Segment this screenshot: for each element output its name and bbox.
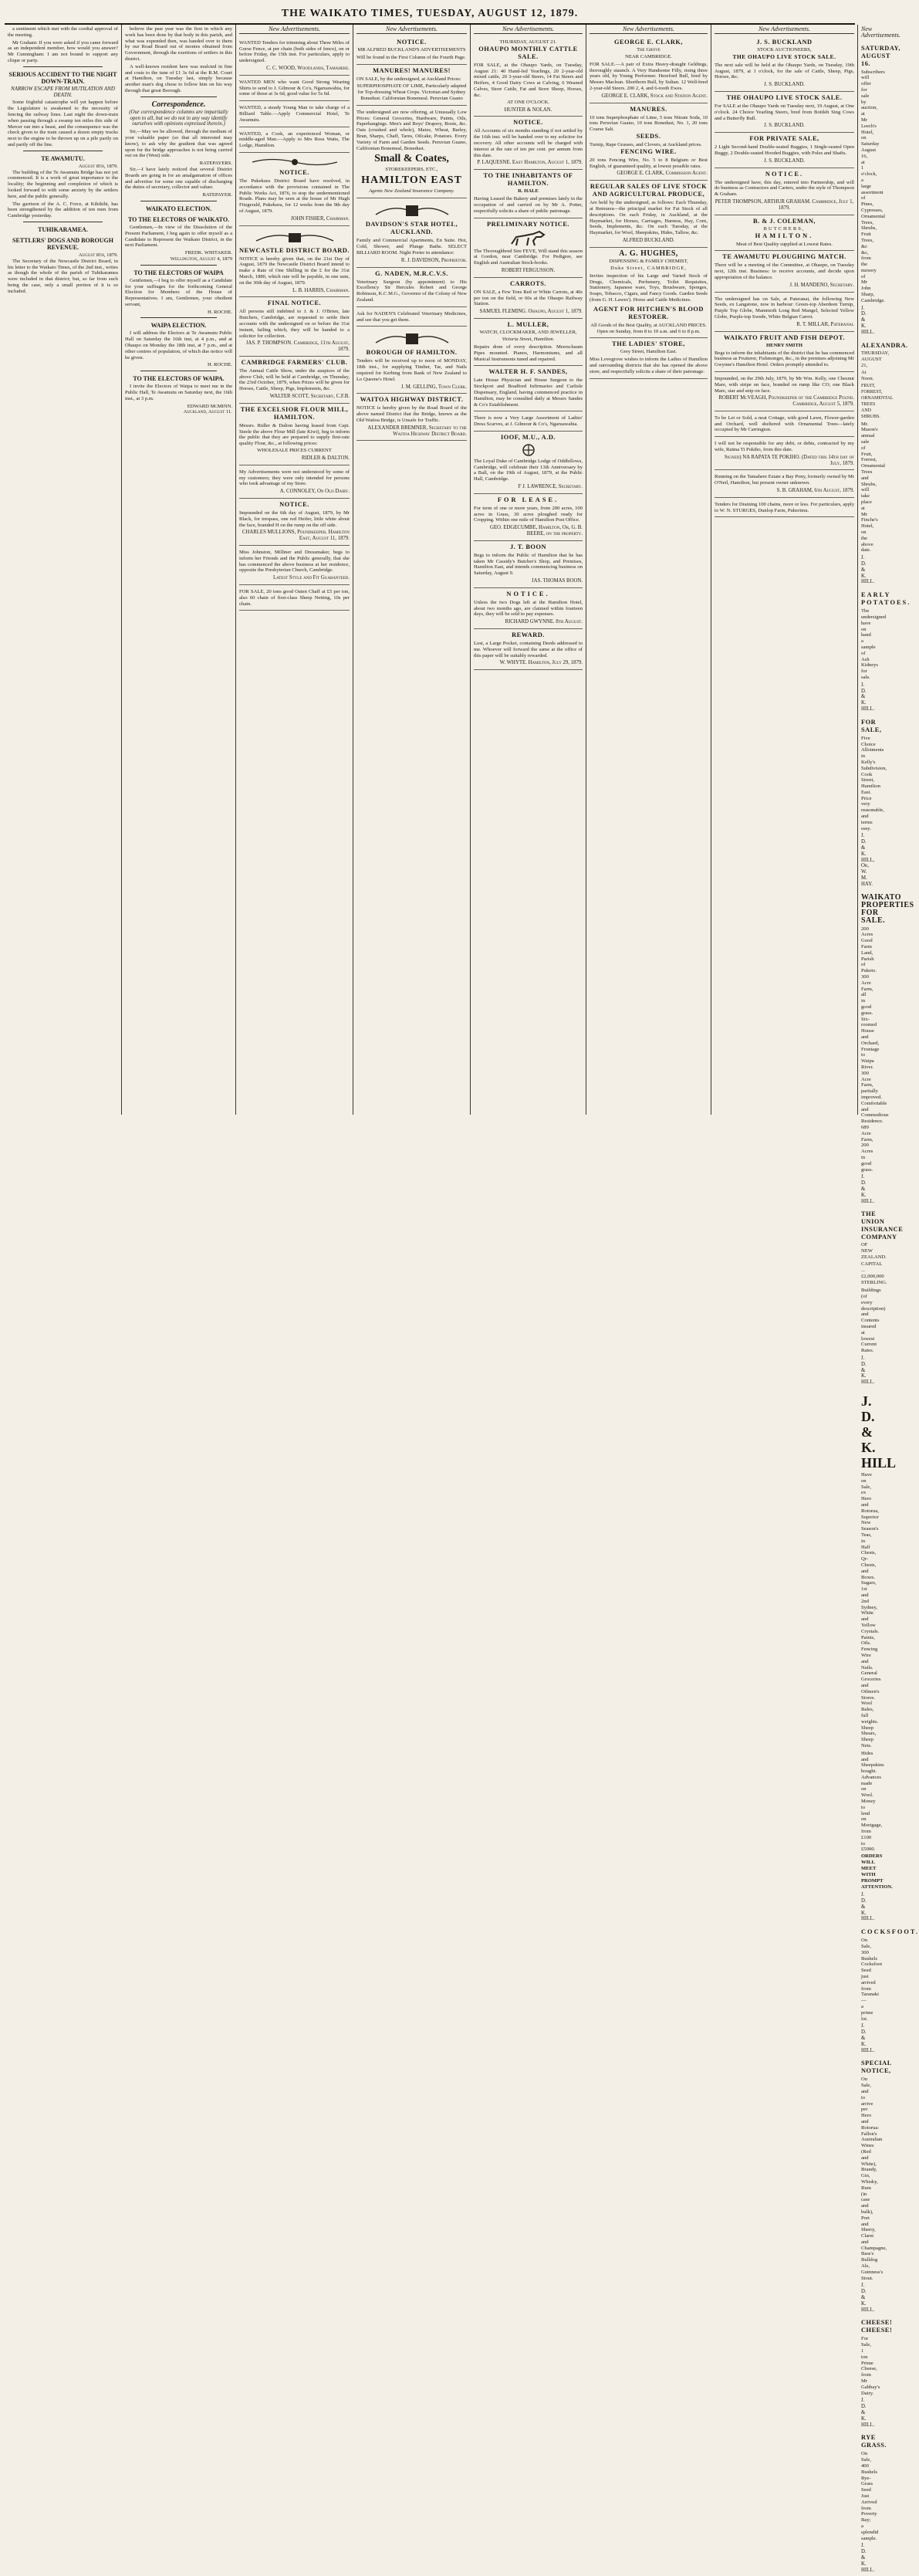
advert	[715, 437, 854, 470]
advert-signature: S. B. GRAHAM, 6th August, 1879.	[776, 488, 854, 494]
column-heading: New Advertisements.	[474, 26, 583, 34]
advert-name: HENRY SMITH	[766, 342, 802, 348]
advert-title: J. T. BOON	[509, 543, 547, 550]
advert-text: NOTICE is hereby given by the Road Board of the above named District that the Bridge, known as the Old Waitoa Bridge, is Unsafe for Traffic.	[356, 405, 467, 423]
advert-signature: J. H. MANDENO, Secretary.	[789, 282, 854, 288]
section-heading-correspondence: Correspondence.	[151, 100, 206, 109]
advert-agent: AGENT FOR HITCHEN'S BLOOD RESTORER.	[593, 305, 704, 320]
advert-text: Veterinary Surgeon (by appointment) to His Excellency Sir Hercules Robert and George Robinson, K.C.M.G., Governor of the Colony of New Zealand.	[356, 279, 467, 303]
advert	[590, 248, 708, 339]
column-7	[711, 25, 858, 1115]
masthead: THE WAIKATO TIMES, TUESDAY, AUGUST 12, 1879.	[5, 5, 855, 25]
advert	[239, 36, 350, 76]
advert	[474, 117, 583, 170]
letter-text: Sir,—I have lately noticed that several District Boards are going in for an amalgamation of offices and advertise for some one capable of discharging the duties of secretary, collector and valuer.	[125, 166, 232, 191]
advert-title: J. S. BUCKLAND	[756, 38, 813, 46]
advert-signature: JAS. THOMAS BOON.	[532, 578, 583, 584]
column-heading: New Advertisements.	[590, 26, 708, 34]
advert	[715, 470, 854, 497]
advert-signature: J. S. BUCKLAND.	[764, 123, 805, 129]
advert	[474, 218, 583, 278]
advert-title: B. & J. COLEMAN,	[752, 217, 816, 225]
advert-signature: ROBERT McVEAGH, Poundkeeper of the Cambridge Pound. Cambridge, August 5, 1879.	[718, 395, 854, 408]
column-3	[236, 25, 353, 1115]
advert-time: AT ONE O'CLOCK.	[507, 99, 549, 105]
advert-subheading: STOREKEEPERS, ETC.,	[385, 167, 438, 173]
advert-title: NOTICE.	[513, 119, 543, 127]
advert-text: WANTED Tenders for trimming about Three Miles of Gorse Fence, at per chain (both sides of fence), on or before Friday, the 15th inst. For particulars, apply to undersigned.	[239, 39, 350, 64]
advert-text: Begs to inform the inhabitants of the district that he has commenced business as Fruiterer, Fishmonger, &c., in the premises adjoining Mr Gwynne's Hamilton Hotel. Orders promptly attended to.	[715, 350, 854, 368]
advert	[356, 268, 467, 307]
article-text: A well-known resident here was mulcted in fine and costs to the tune of £1 3s 6d at the R.M. Court at Hamilton, on Tuesday last, simply because another man's dog chose to follow him on his way through that great Borough.	[125, 63, 232, 93]
article-date: August 8th, 1879.	[78, 163, 118, 169]
advert-title: FOR LEASE.	[497, 496, 559, 503]
column-5	[471, 25, 586, 1115]
advert	[474, 541, 583, 588]
advert-text: Invites inspection of his Large and Varied Stock of Drugs, Chemicals, Perfumery, Toilet Requisites, Stationery, Japanese ware, Toys, Brushware, Sponges, Soaps, Tobacco, Cigars, and Fancy Goods. Garden Seeds (from G. H. Lawes'). Horse and Cattle Medicines.	[590, 272, 708, 303]
advert-title: NOTICE.	[279, 501, 309, 509]
advert	[715, 133, 854, 168]
advert-text: Are held by the undersigned, as follows: Each Thursday, at Remuera—the principal market for Fat Stock of all descriptions. On each Friday, in Auckland, at the Haymarket, for Horses, Carriages, Harness, Hay, Corn, Seeds, Implements, &c. On each Tuesday, at the Haymarket, for Wool, Sheepskins, Hides, Tallow, &c.	[590, 200, 708, 236]
notice-heading: TO THE ELECTORS OF WAIKATO.	[127, 215, 230, 223]
notice-heading: WAIPA ELECTION.	[150, 322, 207, 330]
notice-signature: EDWARD McMINN.	[187, 403, 232, 409]
advert-title: PRELIMINARY NOTICE.	[486, 220, 570, 228]
advert-place: HAMILTON EAST	[361, 174, 462, 187]
crest-ornament-icon	[248, 157, 341, 168]
advert-text: ON SALE, a Few Tons Red or White Carrots, at 40s per ton on the field, or 60s at the Ohaupo Railway Station.	[474, 289, 583, 307]
advert	[356, 106, 467, 199]
advert-signature: L. B. HARRIS, Chairman.	[292, 287, 350, 293]
advert-text: The undersigned are now offering, at Unusually Low Prices: General Groceries, Hardware, Paints, Oils, Paperhangings. Men's and Boys' Drapery, Boots, &c. Oats (crushed and whole), Maize, Wheat, Barley, Bran, Sharps, Chaff, Tares, Oilcake, Potatoes. Every Variety of Farm and Garden Seeds. Peruvian Guano, Californian Bonemeal, Bonedust.	[356, 109, 467, 151]
advert	[715, 332, 854, 372]
column-heading: New Advertisements.	[239, 26, 350, 34]
advert-brand: Small & Coates,	[374, 153, 449, 165]
advert-text: The Thoroughbred Sire FEVE, Will stand this season at Gordon, near Cambridge. For Pedigree, see English and Australian Stock-books.	[474, 248, 583, 266]
advert	[715, 215, 854, 252]
advert-signature: A. CONNOLEY, On Old Dairy.	[279, 489, 350, 495]
advert	[239, 76, 350, 101]
column-2	[122, 25, 236, 1115]
article-text: The building of the Te Awamutu Bridge has not yet commenced. It is a work of great importance to the locality; the beginning and completion of which is looked forward to with some anxiety by the settlers here, and the public generally.	[8, 169, 118, 199]
advert-text: Miss Johnston, Milliner and Dressmaker, begs to inform her Friends and the Public generally, that she has commenced the above business at her residence, opposite the Presbyterian Church, Cambridge.	[239, 550, 350, 574]
advert-signature: ROBERT FERGUSSON.	[501, 267, 556, 273]
advert-subheading: WATCH, CLOCKMAKER, AND JEWELLER,	[479, 329, 577, 335]
advert-text: The next sale will be held at the Ohaupo Yards, on Tuesday, 19th August, 1879, at 1 o'clock, for the sale of Cattle, Sheep, Pigs, Horses, &c.	[715, 62, 854, 80]
advert	[715, 36, 854, 92]
advert-text: All Accounts of six months standing if not settled by the 16th inst. will be handed over to my solicitor for recovery. All other accounts will be charged with interest at the rate of ten per cent. per annum from this date.	[474, 128, 583, 158]
advert-title: IOOF, M.U., A.D.	[501, 433, 556, 441]
advert	[590, 36, 708, 103]
advert-title: CAMBRIDGE FARMERS' CLUB.	[241, 358, 348, 366]
advert-list: SUPERPHOSPHATE OF LIME, Particularly adapted for Top-dressing Wheat Crops. Victorian and Sydney Bonedust. Californian Bonemeal. Peruvian Guano	[356, 83, 467, 101]
advert-text: Having Leased the Bakery and premises lately in the occupation of and carried on by Mr A. Potter, respectfully solicits a share of public patronage.	[474, 196, 583, 214]
advert-text: Tenders will be received up to noon of MONDAY, 18th inst., for supplying Timber, Tar, and Nails required for Kerbing from Bank of New Zealand to Lo Queene's Hotel.	[356, 358, 467, 382]
advert	[715, 411, 854, 437]
advert-signature: WALTER SCOTT, Secretary, C.F.B.	[269, 394, 350, 400]
advert-text: The Loyal Duke of Cambridge Lodge of Oddfellows, Cambridge, will celebrate their 13th Anniversary by a Ball, on the 19th of August, 1879, at the Public Hall, Cambridge.	[474, 458, 583, 482]
advert-title: THE EXCELSIOR FLOUR MILL, HAMILTON.	[240, 405, 349, 421]
notice-text: I will address the Electors at Te Awamutu Public Hall on Saturday the 16th inst, at 4 p.m., and at Ohaupo on Monday the 18th inst, at 7 p.m., and at other centres of population, of which due notice will be given.	[125, 330, 232, 361]
advert-title: NOTICE.	[765, 170, 804, 178]
advert-signature: GEORGE E. CLARK, Stock and Station Agent.	[601, 93, 708, 99]
advert-title: CARROTS.	[509, 279, 547, 287]
advert	[474, 629, 583, 670]
advert	[474, 411, 583, 432]
advert-subheading: STOCK AUCTIONEERS,	[757, 46, 812, 52]
advert-title: WAITOA HIGHWAY DISTRICT.	[360, 396, 464, 404]
advert-text: Turnip, Rape Grasses, and Clovers, at Auckland prices.	[590, 141, 702, 147]
advert-title: TE AWAMUTU PLOUGHING MATCH.	[722, 253, 846, 261]
advert-text: Meat of Best Quality supplied at Lowest Rates.	[736, 241, 833, 247]
advert	[239, 127, 350, 153]
advert-signature: JOHN FISHER, Chairman.	[290, 215, 350, 222]
advert-text: WANTED, a Cook, an experienced Woman, or middle-aged Man.—Apply to Mrs Ross Watts, The Lodge, Hamilton.	[239, 130, 350, 149]
advert-signature: RICHARD GWYNNE. 8th August.	[505, 619, 583, 625]
article-text: Mr Graham: If you were asked if you came forward as an independent member, how would you answer? Mr Cunningham: I am not bound to support any clique or party.	[8, 39, 118, 63]
advert-subheading: MR ALFRED BUCKLAND'S ADVERTISEMENTS	[357, 46, 466, 52]
advert-text: Begs to inform the Public of Hamilton that he has taken Mr Cassidy's Butcher's Shop, and Premises, Hamilton East, and intends commencing business on Saturday, August 9.	[474, 552, 583, 577]
advert	[239, 101, 350, 127]
advert-name: R. HALE	[518, 188, 539, 195]
advert-text: ON SALE, by the undersigned, at Auckland Prices:	[356, 76, 461, 82]
advert-text: The undersigned have, this day, entered into Partnership, and will do business as Contractors and Carters, under the style of Thompson & Graham.	[715, 179, 854, 198]
advert	[239, 465, 350, 499]
advert-subheading: The Grove	[637, 46, 661, 52]
advert	[715, 168, 854, 215]
advert-title: FINAL NOTICE.	[267, 300, 322, 307]
coat-of-arms-icon	[248, 230, 341, 245]
article-heading: SERIOUS ACCIDENT TO THE NIGHT DOWN-TRAIN.	[8, 70, 117, 85]
horse-icon	[505, 230, 552, 247]
advert-title: TO THE INHABITANTS OF HAMILTON.	[483, 172, 573, 188]
advert-text: WANTED, a steady Young Man to take charge of a Billiard Table.—Apply Commercial Hotel, Te Awamutu.	[239, 105, 350, 123]
advert-text: Tenders for Draining 100 chains, more or less. For particulars, apply to W. N. STURGES, Dunlop Farm, Pukerimu.	[715, 501, 854, 513]
divider	[23, 66, 103, 67]
lodge-emblem-icon	[513, 443, 544, 457]
advert-place: HAMILTON.	[755, 232, 814, 239]
column-8: New Advertisements. SATURDAY, AUGUST 16. Subscribers will offer for sale by auction, at Mr Leech's Hotel, on Saturday August 16, at 1 o'clock, a large assortment of Pines, Cypresses, Ornamental Trees, Shrubs, Fruit Trees, &c &c, from the nursery of Mr John Sharp, Cambridge. J. D. & K. HILL. ALEXANDRA. THURSDAY, AUGUST 21, At Noon. FRUIT, FORREST, ORNAMENTAL TREES AND SHRUBS. Mr. Mason's annual sale of Fruit, Forrest, Ornamental Trees and Shrubs, will take place at Mr Finche's Hotel, on the above date. J. D. & K. HILL. EARLY POTATOES. The undersigned have on hand a sample of Ash Kidneys for sale. J. D. & K. HILL. FOR SALE, Five Choice Allotments in Kelly's Subdivision, Cook Street, Hamilton East. Price very reasonable, and terms easy. J. D. & K. HILL, Or, W. M. HAY. WAIKATO PROPERTIES FOR SALE. 200 Acres Good Farm Land, Parish of Puketo. 300 Acre Farm, all in good grass. Six-roomed House and Orchard, Frontage to Waipa River. 300 Acre Farm, partially improved. Comfortable and Commodious Residence. 689 Acre Farm, 200 Acres in good grass. J. D. & K. HILL. THE UNION INSURANCE COMPANY OF NEW ZEALAND. CAPITAL ... £2,000,000 STERLING. Buildings (of every description) and Contents insured at lowest Current Rates. J. D. & K. HILL. J. D. & K. HILL Have on Sale, ex Hero and Rotorua, Superior New Season's Teas, in Half Chests, Qr-Chests, and Boxes. Sugars, 1st and 2nd Sydney, White and Yellow Crystals. Paints, Oils. Fencing Wire and Nails. General Groceries and Oilmen's Stores. Wool Bales, full weights. Sheep Shears, Sheep Nets. Hides and Sheepskins bought. Advances made on Wool. Money to lend on Mortgage, from £100 to £5000. ORDERS WILL MEET WITH PROMPT ATTENTION. J. D. & K. HILL. COCKSFOOT. On Sale, 300 Bushels Cocksfoot Seed just arrived from Taranaki—a prime lot. J. D. & K. HILL. SPECIAL NOTICE, On Sale, and to arrive per Hero and Rotorua: Fallon's Australian Wines (Red and White), Brandy, Gin, Whisky, Rum (in case and bulk), Port and Sherry, Claret and Champagne, Bass's Bulldog Ale, Guinness's Stout. J. D. & K. HILL. CHEESE! CHEESE! For Sale, 1 ton Prime Cheese, from Mr Gabbay's Dairy. J. D. & K. HILL. RYE GRASS. On Sale, 400 Bushels Rye-Grass Seed Just Arrived from Poverty Bay; a splendid sample. J. D. & K. HILL.	[861, 25, 919, 2573]
advert-title: NOTICE.	[279, 168, 309, 176]
advert	[239, 297, 350, 357]
advert-heading: THE OHAUPO LIVE STOCK SALE.	[732, 52, 836, 60]
advert-subheading: Grey Street, Hamilton East.	[620, 349, 677, 355]
advert-signature: F J. LAWRENCE, Secretary.	[518, 484, 583, 490]
advert	[715, 372, 854, 411]
advert-text: Impounded, on the 29th July, 1879, by Mr Wm. Kelly, one Chesnut Mare, with stripe on face, branded on rump like CO; one Black Mare, star and snip on face.	[715, 375, 854, 394]
advert	[356, 394, 467, 441]
advert-title: MANURES! MANURES!	[373, 66, 451, 74]
advert-text: There will be a meeting of the Committee, at Ohaupo, on Tuesday next, 12th inst. Business: to receive accounts, and decide upon appropriation of the balance.	[715, 262, 854, 280]
advert-text: FOR SALE, at the Ohaupo Yards, on Tuesday, August 21: 40 Hand-fed Yearlings, 20 2-year-old mixed cattle, 20 3-year-old Steers, 14 Fat Steers and Heifers, 4 Good Dairy Cows at Calving, 6 Weaned Calves, Store Cattle, Fat and Store Sheep, Horses, &c.	[474, 62, 583, 98]
advert-subheading: DISPENSING & FAMILY CHEMIST,	[609, 258, 688, 264]
advert-text: Lost, a Large Pocket, containing Deeds addressed to me. Whoever will forward the same at the office of this paper will be suitably rewarded.	[474, 641, 583, 658]
advert	[239, 226, 350, 298]
advert-title: DAVIDSON'S STAR HOTEL, AUCKLAND.	[365, 221, 458, 236]
advert-text: For term of one or more years, from 200 acres, 100 acres in Grass, 30 acres ploughed ready for Cropping. Within one mile of Hamilton Post Office.	[474, 505, 583, 523]
advert-text: Will be found in the First Column of the Fourth Page.	[356, 54, 466, 60]
advert-text: Repairs done of every description. Meerschaum Pipes mounted. Pianos, Harmoniums, and all Musical Instruments tuned and repaired.	[474, 344, 583, 362]
advert	[356, 307, 467, 327]
advert-text: NOTICE is hereby given that, on the 21st Day of August, 1879 the Newcastle District Board intend to make a Rate of One Shilling in the £ for the 31st March, 1880, which rate will be payable, in one sum, on the 30th day of August, 1879.	[239, 256, 350, 286]
advert	[474, 278, 583, 319]
advert	[715, 293, 854, 332]
advert-signature: J. S. BUCKLAND.	[764, 82, 805, 88]
letter-signature: RATEPAYERS.	[199, 161, 232, 167]
advert-title: REWARD.	[512, 631, 545, 639]
advert-signature: R. J. DAVIDSON, Proprietor.	[400, 257, 467, 263]
advert	[356, 327, 467, 394]
advert-signature: HUNTER & NOLAN.	[504, 107, 552, 113]
advert-text: FOR SALE, 20 tons good Oaten Chaff at £5 per ton, also 60 chain of first-class Sheep Netting, 10s per chain.	[239, 589, 350, 607]
advert-text: Unless the two Dogs left at the Hamilton Hotel, about two months ago, are claimed within fourteen days, they will be sold to pay expenses.	[474, 599, 583, 618]
advert	[715, 498, 854, 518]
notice-signature: H. ROCHE.	[207, 309, 232, 315]
notice-signature: H. ROCHE.	[207, 362, 232, 368]
advert	[590, 181, 708, 248]
advert-signature: GEORGE E. CLARK, Commission Agent.	[617, 171, 708, 177]
advert-text: Ask for NADEN'S Celebrated Veterinary Medicines, and see that you get them.	[356, 310, 467, 323]
advert-text: My Advertisements were not understood by some of my customers; they were only intended for persons who took advantage of my Store.	[239, 469, 350, 487]
article-text: believe the past year was the first in which any work has been done by that body in this parish, and what was expended then, was handed over to them by our Road Board out of monies obtained from Government, through the exertions of settlers in this district.	[125, 26, 232, 62]
advert	[590, 338, 708, 378]
advert	[239, 546, 350, 585]
advert-title: NOTICE.	[397, 38, 427, 46]
advert	[474, 432, 583, 494]
notice-place: Auckland, August 11.	[183, 409, 232, 415]
article-text: The garrison of the A. C. Force, at Kihikihi, has been strengthened by the addition of ten men from Cambridge yesterday.	[8, 201, 118, 219]
advert-text: There is now a Very Large Assortment of Ladies' Dress Scarves, at J. Gilmour & Co's, Ngaruawahia.	[474, 415, 583, 428]
advert-signature: P. LAQUESNE. East Hamilton, August 1, 1879.	[477, 160, 583, 166]
advert-title: NOTICE.	[506, 590, 550, 597]
advert-title: L. MULLER,	[507, 320, 549, 328]
advert	[239, 499, 350, 546]
advert	[239, 357, 350, 404]
notice-signature: FREDK. WHITAKER.	[184, 250, 232, 256]
advert-text: All Goods of the Best Quality, at AUCKLAND PRICES. Open on Sunday, from 8 to 10 a.m. and 6 to 8 p.m.	[590, 322, 707, 334]
columns	[5, 25, 919, 2573]
advert-text: The Pukekura District Board have resolved, in accordance with the provisions contained in The Public Works Act, 1876, to stop the undermentioned Roads. Plans may be seen at the house of Mr Hugh Fitzgerald, Pukekura, for 12 weeks from the 9th day of August, 1879.	[239, 178, 350, 214]
advert-place: Duke Street, CAMBRIDGE,	[610, 265, 687, 271]
advert-title: THE OHAUPO LIVE STOCK SALE.	[726, 93, 843, 101]
advert-title: NEWCASTLE DISTRICT BOARD.	[239, 246, 350, 254]
advert-text: WANTED MEN who want Good Strong Wearing Shirts to send to J. Gilmour & Co's, Ngaruawahia, for some of those at 3s 6d, good value for 5s 6d.	[239, 79, 350, 97]
advert	[474, 319, 583, 366]
advert-signature: GEO. EDGECUMBE, Hamilton, Or, G. B. BEERE, on the property.	[489, 525, 583, 537]
advert-title: OHAUPO MONTHLY CATTLE SALE.	[478, 45, 578, 60]
advert-text: Miss Lovegrove wishes to inform the Ladies of Hamilton and surrounding districts that she has opened the above store, and respectfully solicits a share of their patronage.	[590, 357, 708, 374]
advert-signature: Signed) NA RAPATA TE POKIHO. (Dated this 14th day of July, 1879.	[724, 454, 854, 466]
advert-title: REGULAR SALES OF LIVE STOCK AND AGRICULTURAL PRODUCE,	[590, 183, 708, 198]
notice-text: Gentlemen,—In view of the Dissolution of the Present Parliament, I beg again to offer myself as a Candidate to Represent the Waikato District, in the next Parliament.	[125, 224, 232, 249]
advert-text: For SALE at the Ohaupo Yards on Tuesday next, 19 August, at One o'clock. 24 Choice Yearling Steers, bred from Bottleh Sing Cows and a Butterfly Bull.	[715, 103, 854, 121]
advert-text: 20 tons Fencing Wire, No. 5 to 8 Belgium or Best English, of guaranteed quality, at lowest possible rates.	[590, 157, 708, 169]
advert-agent: Agents New Zealand Insurance Company.	[369, 188, 454, 195]
advert-title: FOR PRIVATE SALE,	[749, 135, 819, 143]
advert-text: All persons still indebted to J. & J. O'Brien, late Butchers, Cambridge, are requested to settle their accounts with the undersigned on or before the 31st instant, failing which, they will be handed to a solicitor for collection.	[239, 309, 350, 339]
advert-signature: JAS. P. THOMPSON. Cambridge, 11th August, 1879.	[245, 340, 350, 353]
advert	[356, 36, 467, 65]
advert-signature: R. T. MILLAR, Pateranai.	[796, 321, 854, 327]
advert-text: 2 Light Second-hand Double-seated Buggies, 1 Single-seated Open Buggy, 2 Double-seated Hooded Buggies, with Poles and Shafts.	[715, 144, 854, 156]
advert-title: WAIKATO FRUIT AND FISH DEPOT.	[724, 333, 845, 341]
notice-heading: WAIKATO ELECTION.	[145, 205, 212, 212]
advert-text: Messrs. Ridler & Dalton having leased from Capt. Steele the above Flour Mill (late Kiwi), beg to inform the public that they are prepared to supply first-rate quality Flour, &c., at following prices:	[239, 422, 350, 447]
advert	[474, 366, 583, 411]
advert-text: Late House Physician and House Surgeon to the Stockport and Bradford Infirmaries and Carlisle Dispensary, England, having commenced practice in Hamilton, may be consulted daily at Messrs Sandes & Co's Establishment.	[474, 377, 583, 408]
advert-signature: W. WHYTE. Hamilton, July 29, 1879.	[499, 660, 583, 666]
advert	[715, 251, 854, 292]
article-date: August 8th, 1879.	[78, 252, 118, 258]
advert	[239, 404, 350, 465]
divider	[140, 96, 217, 97]
advert-title: MANURES.	[630, 105, 667, 113]
section-note: (Our correspondence columns are impartially open to all, but we do not in any way identify ourselves with opinions expressed therein.)	[129, 108, 228, 127]
advert-text: The Annual Cattle Show, under the auspices of the above Club, will be held at Cambridge, on Thursday, the 23rd October, 1879, when Prizes will be given for Horses, Cattle, Sheep, Pigs, Implements, &c.	[239, 367, 350, 392]
article-heading: TUHIKARAMEA.	[38, 225, 88, 233]
advert-text: FOR SALE.—A pair of Extra Heavy-draught Geldings, thoroughly staunch. A Very Handsome Filly, rising three years old, by Young Performer. Hereford Bull, bred by Messrs Maclean. Shorthorn Bull, by Sultan. 12 Well-bred 2-year-old Steers. 200 2, 4, and 6-tooth Ewes.	[590, 61, 708, 91]
advert	[715, 92, 854, 133]
advert-subheading: BUTCHERS,	[763, 225, 806, 232]
article-text: Some frightful catastrophe will yet happen before the Legislature is awakened to the necessity of fencing the railway lines. Last night the down-train when passing through a swamp ten miles this side of Mercer ran into a beast, and the consequence was the check given to the train caused a dozen empty trucks next to the engine to be thrown up on a pile partly on and partly off the line.	[8, 100, 118, 147]
advert	[239, 585, 350, 611]
advert-signature: C. C. WOOD, Woodlands, Tamahere.	[266, 65, 350, 71]
advert-signature: Latest Style and Fit Guaranteed.	[273, 575, 350, 581]
advert-title: GEORGE E. CLARK,	[614, 38, 683, 46]
advert-title: A. G. HUGHES,	[619, 249, 678, 258]
notice-heading: TO THE ELECTORS OF WAIPA.	[133, 375, 225, 383]
advert-place: Victoria Street, Hamilton.	[502, 336, 555, 342]
advert-signature: CHARLES MULLIONS, Poundkeeper. Hamilton East, August 11, 1879.	[242, 530, 350, 542]
notice-text: Gentlemen,—I beg to offer myself as a Candidate for your suffrages for the forthcoming General Election for Members of the House of Representatives. I am, Gentlemen, your obedient servant,	[125, 277, 232, 307]
advert-subheading: FENCING WIRE.	[620, 147, 677, 155]
column-6	[586, 25, 711, 1115]
advert	[239, 153, 350, 226]
column-4	[353, 25, 471, 1115]
advert	[356, 65, 467, 106]
advert-title: G. NADEN, M.R.C.V.S.	[375, 269, 448, 277]
advert-text: Impounded on the 6th day of August, 1879, by Mr Black, for trespass, one red Heifer, little white about the face, branded H on the rump on the off side.	[239, 510, 350, 528]
advert-date: THURSDAY, AUGUST 21.	[499, 39, 557, 45]
advert-text: I will not be responsible for any debt, or debts, contracted by my wife, Raima Ti Pokiho, from this date.	[715, 441, 854, 453]
divider	[140, 265, 217, 266]
advert-signature: J. S. BUCKLAND.	[764, 157, 805, 164]
advert	[590, 103, 708, 181]
advert-text: Running on the Tamahere Estate a Bay Pony, formerly owned by Mr O'Neil, Hamilton, but present owner unknown.	[715, 474, 855, 486]
advert-place: NEAR CAMBRIDGE.	[625, 53, 672, 59]
advert	[474, 494, 583, 541]
advert-signature: RIDLER & DALTON.	[301, 455, 350, 462]
coat-of-arms-icon	[370, 202, 454, 219]
letter-signature: RATEPAYER.	[202, 192, 232, 198]
advert-text: The undersigned has on Sale, at Pateranai, the following New Seeds, ex Langstone, now in harbour: Green-top Aberdeen Turnip, Purple Top Globe, Mammoth Long Red Mangel, Selected Yellow Globe, Purple-top Swede, White Belgian Carrot.	[715, 296, 854, 320]
advert	[474, 170, 583, 218]
advert	[356, 198, 467, 267]
advert-subheading: WHOLESALE PRICES CURRENT	[257, 448, 332, 454]
letter-text: Sir,—May we be allowed, through the medium of your valuable paper (so that all interested may know), to ask why the gradient that was agreed upon for the bridge approaches is not being carried out on the (West) side.	[125, 129, 232, 159]
divider	[140, 317, 217, 318]
column-heading: New Advertisements.	[715, 26, 854, 34]
advert-title: THE LADIES' STORE,	[612, 340, 685, 348]
advert-signature: PETER THOMPSON, ARTHUR GRAHAM. Cambridge, July 1, 1879.	[715, 198, 854, 211]
advert-subheading: SEEDS.	[636, 132, 661, 140]
advert	[474, 588, 583, 629]
article-subheading: NARROW ESCAPE FROM MUTILATION AND DEATH.	[11, 85, 115, 98]
advert-title: WALTER H. F. SANDES,	[488, 368, 568, 376]
advert-text: Family and Commercial Apartments, En Suite. Hot, Cold, Shower, and Plunge Baths. SELECT BILLIARD ROOM. Night Porter in attendance:	[356, 238, 467, 256]
advert-signature: ALEXANDER BREMNER, Secretary to the Waitoa Highway District Board.	[367, 425, 467, 437]
advert-text: To be Let or Sold, a neat Cottage, with good Lawn, Flower-garden and Orchard, well sheltered with Ornamental Trees—lately occupied by Mr Carrington.	[715, 415, 854, 433]
notice-place: Wellington, August 4, 1879	[170, 256, 232, 262]
advert-signature: ALFRED BUCKLAND.	[622, 237, 675, 243]
article-heading: SETTLERS' DOGS AND BOROUGH REVENUE.	[12, 236, 113, 251]
advert	[474, 36, 583, 117]
article-text: The Secretary of the Newcastle District Board, in his letter to the Waikato Times, of the 2nd inst., writes as though the whole of the parish of Tuhikaramea were included in that district; but, so far from such being the case, only a small portion of it is so included.	[8, 258, 118, 294]
column-heading: New Advertisements.	[356, 26, 467, 34]
advert-title: BOROUGH OF HAMILTON.	[366, 349, 458, 357]
column-1	[5, 25, 122, 1115]
advert-signature: SAMUEL FLEMING. Ohaupo, August 1, 1879.	[479, 309, 583, 315]
article-heading: TE AWAMUTU.	[41, 154, 85, 162]
coat-of-arms-icon	[370, 330, 454, 347]
advert-signature: J. M. GELLING, Town Clerk.	[400, 384, 467, 390]
advert-text: 10 tons Superphosphate of Lime, 5 tons Nitrate Soda, 10 tons Peruvian Guano, 10 tons Bonedust, No. 1, 20 tons Coarse Salt.	[590, 114, 708, 133]
article-text: a sentiment which met with the cordial approval of the meeting.	[8, 26, 118, 38]
notice-text: I invite the Electors of Waipa to meet me in the Public Hall, Te Awamutu on Saturday next, the 16th inst., at 3 p.m.	[125, 384, 232, 401]
notice-heading: TO THE ELECTORS OF WAIPA	[133, 269, 224, 276]
